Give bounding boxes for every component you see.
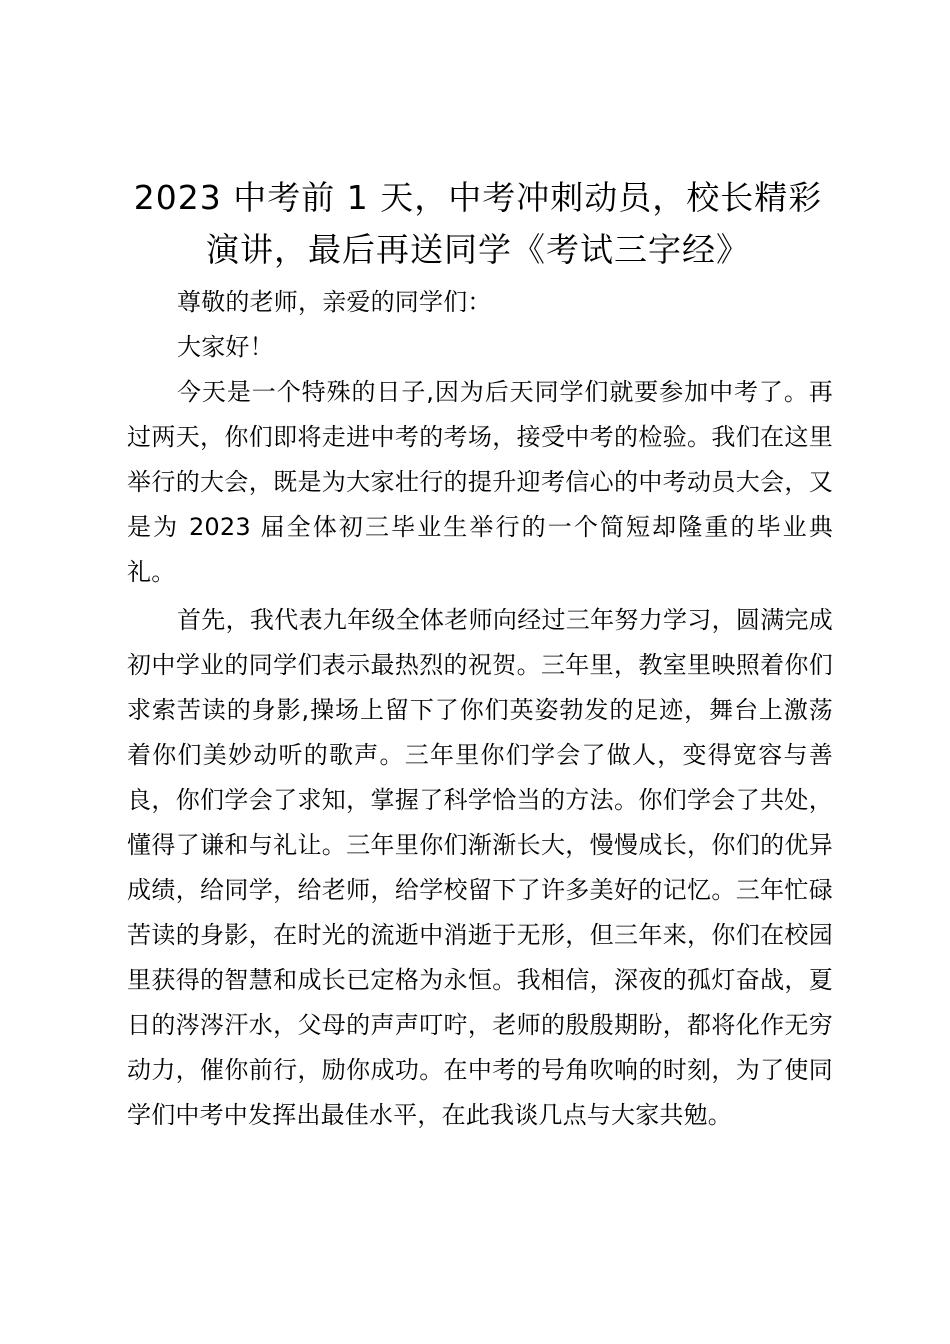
salutation-paragraph: 尊敬的老师，亲爱的同学们： [177,288,492,316]
greeting-paragraph: 大家好！ [177,333,274,361]
document-body [127,280,833,1138]
body-paragraph: 今天是一个特殊的日子,因为后天同学们就要参加中考了。再过两天，你们即将走进中考的考场，接受中考的检验。我们在这里举行的大会，既是为大家壮行的提升迎考信心的中考动员大会，又是为 2023 届全体初三毕业生举行的一个简短却隆重的毕业典礼。 [127,378,833,586]
document-title: 2023 中考前 1 天，中考冲刺动员，校长精彩演讲，最后再送同学《考试三字经》 [133,178,823,269]
body-paragraph: 首先，我代表九年级全体老师向经过三年努力学习，圆满完成初中学业的同学们表示最热烈的祝贺。三年里，教室里映照着你们求索苦读的身影,操场上留下了你们英姿勃发的足迹，舞台上激荡着你们美妙动听的歌声。三年里你们学会了做人，变得宽容与善良，你们学会了求知，掌握了科学恰当的方法。你们学会了共处，懂得了谦和与礼让。三年里你们渐渐长大，慢慢成长，你们的优异成绩，给同学，给老师，给学校留下了许多美好的记忆。三年忙碌苦读的身影，在时光的流逝中消逝于无形，但三年来，你们在校园里获得的智慧和成长已定格为永恒。我相信，深夜的孤灯奋战，夏日的涔涔汗水，父母的声声叮咛，老师的殷殷期盼，都将化作无穷动力，催你前行，励你成功。在中考的号角吹响的时刻，为了使同学们中考中发挥出最佳水平，在此我谈几点与大家共勉。 [127,606,833,1129]
